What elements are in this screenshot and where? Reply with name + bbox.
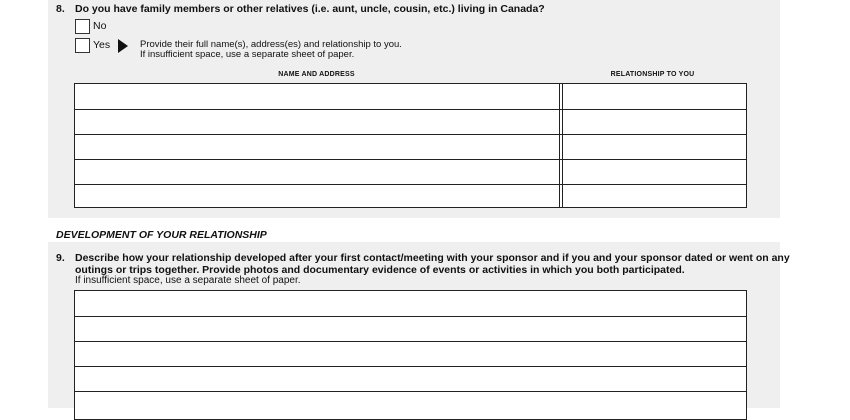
- yes-checkbox[interactable]: [75, 38, 90, 53]
- relationship-field-1[interactable]: [564, 85, 745, 108]
- relationship-description-box: [74, 290, 747, 420]
- question-8-number: 8.: [56, 3, 65, 15]
- q8-instruction-line2: If insufficient space, use a separate sheet of paper.: [140, 49, 355, 60]
- question-9-text-line2: outings or trips together. Provide photos and documentary evidence of events or activities in which you both participated.: [75, 264, 685, 276]
- yes-label: Yes: [93, 39, 111, 51]
- name-address-field-5[interactable]: [76, 185, 558, 207]
- description-line-3[interactable]: [76, 342, 745, 365]
- description-line-5[interactable]: [76, 392, 745, 415]
- table-column-divider: [559, 84, 560, 207]
- section-title: DEVELOPMENT OF YOUR RELATIONSHIP: [56, 229, 267, 241]
- relationship-field-5[interactable]: [564, 185, 745, 207]
- table-column-divider: [562, 84, 563, 207]
- relationship-field-3[interactable]: [564, 135, 745, 158]
- name-address-field-1[interactable]: [76, 85, 558, 108]
- no-checkbox[interactable]: [75, 19, 90, 34]
- description-line-4[interactable]: [76, 367, 745, 390]
- question-8-text: Do you have family members or other relatives (i.e. aunt, uncle, cousin, etc.) living in Canada?: [75, 3, 545, 15]
- name-address-field-3[interactable]: [76, 135, 558, 158]
- q8-instruction-line1: Provide their full name(s), address(es) and relationship to you.: [140, 39, 402, 50]
- relationship-field-4[interactable]: [564, 160, 745, 183]
- q9-instruction: If insufficient space, use a separate sheet of paper.: [75, 275, 301, 286]
- column-header-name-address: NAME AND ADDRESS: [278, 71, 355, 78]
- question-9-number: 9.: [56, 252, 65, 264]
- relationship-field-2[interactable]: [564, 110, 745, 133]
- question-9-text-line1: Describe how your relationship developed after your first contact/meeting with your sponsor and if you and your sponsor dated or went on any: [75, 252, 790, 264]
- description-line-1[interactable]: [76, 292, 745, 315]
- column-header-relationship: RELATIONSHIP TO YOU: [610, 71, 695, 78]
- name-address-field-4[interactable]: [76, 160, 558, 183]
- relatives-table: [74, 83, 747, 208]
- name-address-field-2[interactable]: [76, 110, 558, 133]
- description-line-2[interactable]: [76, 317, 745, 340]
- arrow-right-icon: [118, 39, 128, 53]
- no-label: No: [93, 20, 107, 32]
